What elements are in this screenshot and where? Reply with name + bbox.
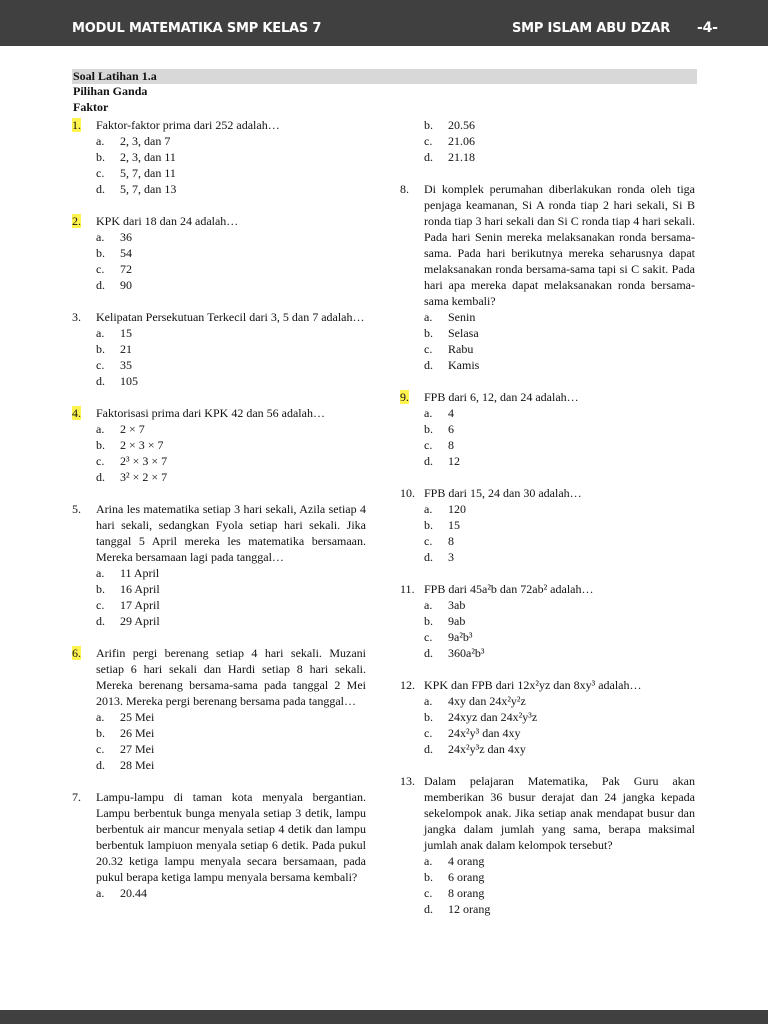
option[interactable]: d. 24x²y³z dan 4xy [424,742,526,756]
question-text: Kelipatan Persekutuan Terkecil dari 3, 5 dan 7 adalah… [96,310,365,324]
question-text: FPB dari 6, 12, dan 24 adalah… [424,390,579,404]
question-10 [400,485,695,565]
option[interactable]: d. 105 [96,374,138,388]
question-text: Faktor-faktor prima dari 252 adalah… [96,118,280,132]
question-3 [72,309,366,389]
module-title: MODUL MATEMATIKA SMP KELAS 7 [72,21,322,36]
option[interactable]: c. 21.06 [424,134,475,148]
question-number: 4. [72,406,81,420]
question-5 [72,501,366,629]
question-number: 11. [400,582,415,596]
option[interactable]: c. 8 orang [424,886,485,900]
question-number: 9. [400,390,409,404]
section-title-bar [72,69,697,84]
section-topic: Faktor [73,100,109,114]
question-8 [400,181,695,373]
option[interactable]: b. 20.56 [424,118,475,132]
option[interactable]: b. 2, 3, dan 11 [96,150,176,164]
question-number: 6. [72,646,81,660]
option[interactable]: a. 4xy dan 24x²y²z [424,694,526,708]
option[interactable]: d. 21.18 [424,150,475,164]
option[interactable]: a. 4 [424,406,454,420]
question-1 [72,117,366,197]
page-number: -4- [697,20,718,36]
option[interactable]: d. 28 Mei [96,758,155,772]
question-number: 12. [400,678,415,692]
option[interactable]: c. Rabu [424,342,474,356]
question-number: 10. [400,486,415,500]
question-text: FPB dari 45a²b dan 72ab² adalah… [424,582,594,596]
question-6 [72,645,366,773]
option[interactable]: d. 12 [424,454,460,468]
option[interactable]: a. 25 Mei [96,710,155,724]
option[interactable]: b. 54 [96,246,132,260]
option[interactable]: c. 9a²b³ [424,630,473,644]
question-2 [72,213,366,293]
option[interactable]: a. 120 [424,502,466,516]
option[interactable]: d. 3² × 2 × 7 [96,470,168,484]
question-text: Faktorisasi prima dari KPK 42 dan 56 adalah… [96,406,325,420]
question-text: Dalam pelajaran Matematika, Pak Guru akan memberikan 36 busur derajat dan 24 jangka kepada sekelompok anak. Jika setiap anak mendapat busur dan jangka dalam jumlah yang sama, berapa maksimal jumlah anak dalam kelompok tersebut? [424,774,695,852]
option[interactable]: a. Senin [424,310,476,324]
question-text: Arina les matematika setiap 3 hari sekali, Azila setiap 4 hari sekali, sedangkan Fyola setiap hari sekali. Jika tanggal 5 April mereka les matematika bersamaan. Mereka bersamaan lagi pada tanggal… [96,502,366,564]
question-text: Arifin pergi berenang setiap 4 hari sekali. Muzani setiap 6 hari sekali dan Hardi setiap 8 hari sekali. Mereka berenang bersama-sama pada tanggal 2 Mei 2013. Mereka pergi berenang bersama pada tanggal… [96,646,366,708]
option[interactable]: d. 3 [424,550,454,564]
question-7-continued [400,117,695,165]
question-number: 5. [72,502,81,516]
option[interactable]: c. 24x²y³ dan 4xy [424,726,521,740]
school-name: SMP ISLAM ABU DZAR [512,21,671,36]
question-number: 3. [72,310,81,324]
question-4 [72,405,366,485]
option[interactable]: d. 360a²b³ [424,646,485,660]
option[interactable]: c. 17 April [96,598,160,612]
option[interactable]: c. 72 [96,262,132,276]
option[interactable]: a. 3ab [424,598,466,612]
question-number: 1. [72,118,81,132]
option[interactable]: b. 2 × 3 × 7 [96,438,164,452]
option[interactable]: c. 2³ × 3 × 7 [96,454,168,468]
option[interactable]: c. 35 [96,358,132,372]
option[interactable]: a. 11 April [96,566,160,580]
option[interactable]: b. 6 orang [424,870,485,884]
option[interactable]: d. 5, 7, dan 13 [96,182,177,196]
section-title: Soal Latihan 1.a [73,69,157,83]
option[interactable]: d. 90 [96,278,132,292]
option[interactable]: b. 6 [424,422,454,436]
option[interactable]: b. 9ab [424,614,466,628]
option[interactable]: b. 15 [424,518,460,532]
question-number: 13. [400,774,415,788]
question-text: FPB dari 15, 24 dan 30 adalah… [424,486,582,500]
question-number: 2. [72,214,81,228]
question-7 [72,789,366,901]
question-number: 8. [400,182,409,196]
option[interactable]: a. 20.44 [96,886,147,900]
option[interactable]: a. 36 [96,230,132,244]
option[interactable]: b. 16 April [96,582,160,596]
section-subtitle: Pilihan Ganda [73,84,148,98]
question-text: KPK dari 18 dan 24 adalah… [96,214,239,228]
option[interactable]: c. 5, 7, dan 11 [96,166,176,180]
left-column [72,117,366,917]
option[interactable]: b. Selasa [424,326,479,340]
page-footer-bar [0,1010,768,1024]
option[interactable]: c. 8 [424,534,454,548]
question-number: 7. [72,790,81,804]
option[interactable]: b. 24xyz dan 24x²y³z [424,710,538,724]
question-text: Lampu-lampu di taman kota menyala bergantian. Lampu berbentuk bunga menyala setiap 3 detik, lampu berbentuk air mancur menyala setiap 4 detik dan lampu berbentuk lampiuon menyala setiap 6 detik. Pada pukul 20.32 ketiga lampu menyala secara bersamaan, pada pukul berapa ketiga lampu menyala bersama kembali? [96,790,366,884]
option[interactable]: d. Kamis [424,358,480,372]
option[interactable]: c. 27 Mei [96,742,155,756]
option[interactable]: b. 21 [96,342,132,356]
question-text: Di komplek perumahan diberlakukan ronda oleh tiga penjaga keamanan, Si A ronda tiap 2 hari sekali, Si B ronda tiap 3 hari sekali dan Si C ronda tiap 4 hari sekali. Pada hari Senin mereka melaksanakan ronda bersama-sama. Pada hari berikutnya mereka seharusnya dapat melaksanakan ronda bersama-sama tapi si C sakit. Pada hari apa mereka dapat melaksanakan ronda bersama-sama kembali? [424,182,695,308]
question-text: KPK dan FPB dari 12x²yz dan 8xy³ adalah… [424,678,642,692]
option[interactable]: d. 12 orang [424,902,491,916]
question-11 [400,581,695,661]
option[interactable]: a. 15 [96,326,132,340]
question-13 [400,773,695,917]
question-12 [400,677,695,757]
option[interactable]: a. 4 orang [424,854,485,868]
question-9 [400,389,695,469]
page-header [0,0,768,46]
option[interactable]: d. 29 April [96,614,160,628]
option[interactable]: a. 2, 3, dan 7 [96,134,171,148]
option[interactable]: c. 8 [424,438,454,452]
option[interactable]: a. 2 × 7 [96,422,145,436]
option[interactable]: b. 26 Mei [96,726,155,740]
right-column [400,117,695,933]
